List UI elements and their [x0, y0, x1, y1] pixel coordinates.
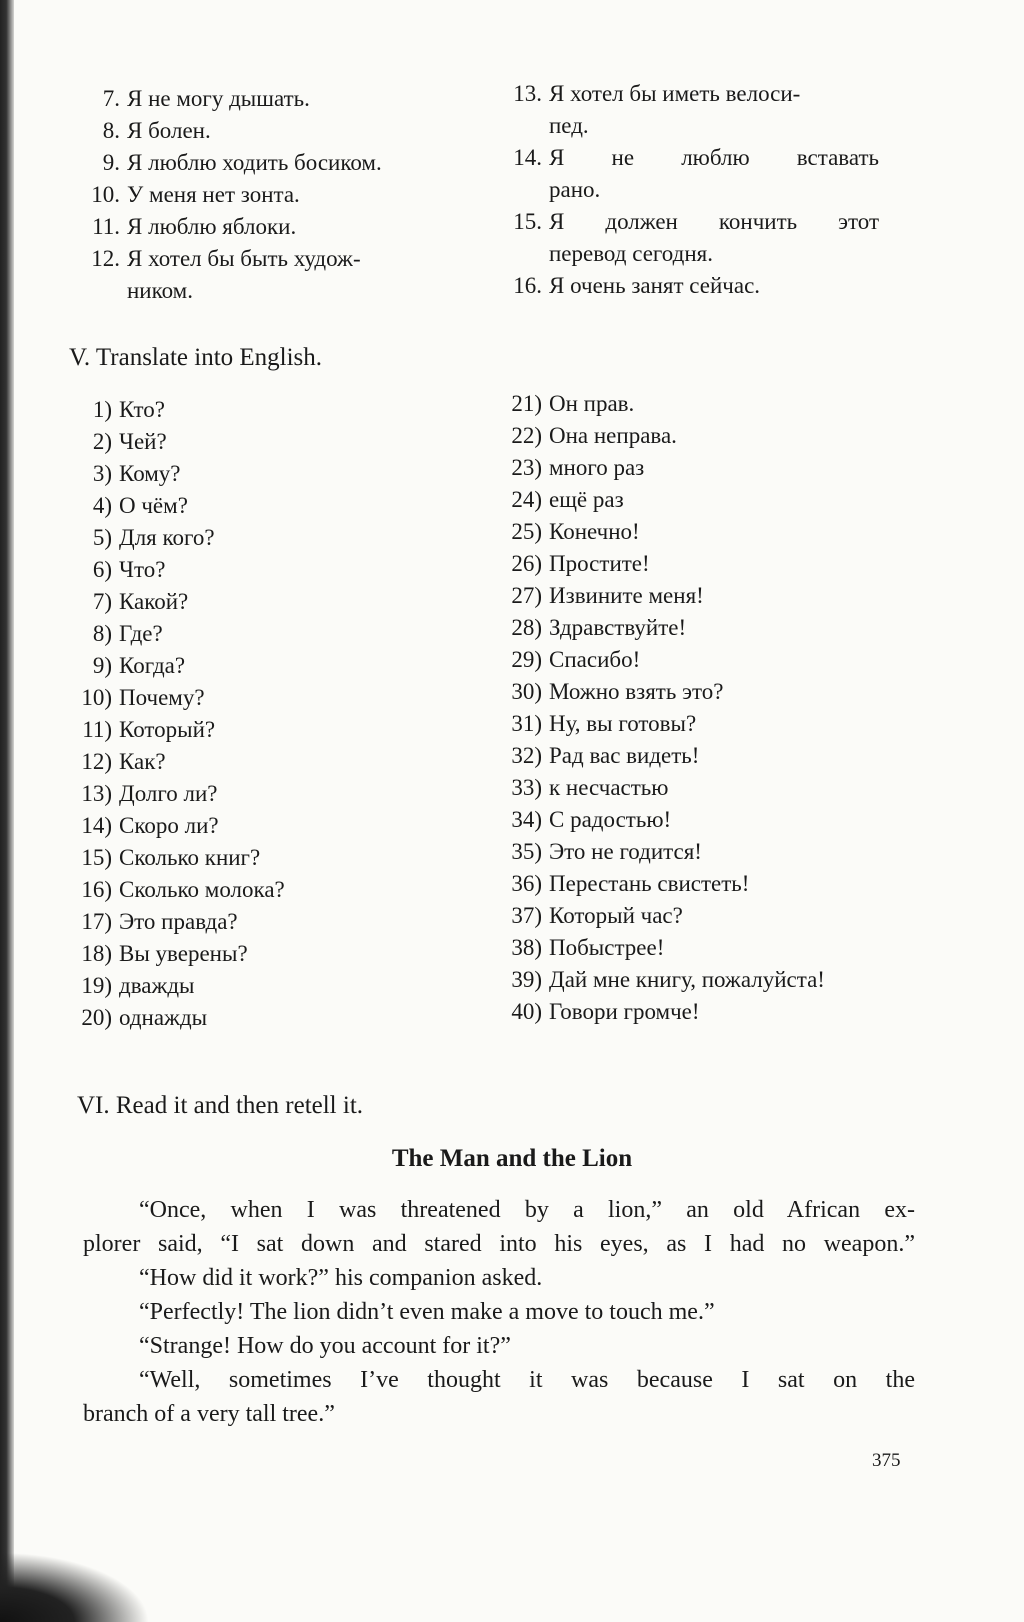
exercise-v-left-column — [56, 394, 456, 1034]
item-number: 14. — [513, 145, 542, 170]
item-number: 16. — [513, 273, 542, 298]
list-item — [486, 964, 946, 996]
item-text: Как? — [119, 749, 166, 774]
list-item — [56, 586, 456, 618]
item-text-continuation: пед. — [549, 113, 589, 138]
list-item — [486, 484, 946, 516]
item-number: 28) — [511, 615, 542, 640]
list-item — [486, 452, 946, 484]
item-text: Ну, вы готовы? — [549, 711, 697, 736]
item-text: Какой? — [119, 589, 189, 614]
item-number: 5) — [92, 525, 112, 550]
list-item — [56, 938, 456, 970]
item-number: 25) — [511, 519, 542, 544]
list-item — [64, 115, 464, 147]
item-text: Который? — [119, 717, 216, 742]
item-number: 13. — [513, 81, 542, 106]
item-number: 4) — [92, 493, 112, 518]
list-item — [486, 516, 946, 548]
item-text: Дай мне книгу, пожалуйста! — [549, 967, 825, 992]
list-item — [64, 83, 464, 115]
list-item — [56, 618, 456, 650]
item-number: 22) — [511, 423, 542, 448]
list-item — [56, 970, 456, 1002]
item-text: Долго ли? — [119, 781, 218, 806]
item-number: 15. — [513, 209, 542, 234]
item-number: 16) — [81, 877, 112, 902]
list-item — [486, 676, 946, 708]
list-item — [56, 906, 456, 938]
list-item — [64, 243, 464, 307]
page-corner-stain — [0, 1552, 150, 1622]
item-text: Извините меня! — [549, 583, 704, 608]
list-item — [56, 682, 456, 714]
item-text: Сколько книг? — [119, 845, 261, 870]
list-item — [64, 179, 464, 211]
item-text: много раз — [549, 455, 645, 480]
item-text: Спасибо! — [549, 647, 641, 672]
item-text: Здравствуйте! — [549, 615, 687, 640]
list-item — [486, 804, 946, 836]
list-item — [486, 836, 946, 868]
story-text — [83, 1193, 915, 1431]
story-paragraph-continuation: branch of a very tall tree.” — [83, 1401, 335, 1427]
list-item — [56, 810, 456, 842]
list-item — [56, 426, 456, 458]
item-number: 21) — [511, 391, 542, 416]
item-number: 11) — [82, 717, 112, 742]
item-number: 23) — [511, 455, 542, 480]
item-text: Конечно! — [549, 519, 640, 544]
story-paragraph: “How did it work?” his companion asked. — [139, 1265, 543, 1291]
item-number: 8) — [92, 621, 112, 646]
section-v-heading: V. Translate into English. — [69, 344, 323, 371]
list-item — [56, 650, 456, 682]
story-paragraph: “Strange! How do you account for it?” — [139, 1333, 511, 1359]
item-number: 19) — [81, 973, 112, 998]
item-number: 7) — [92, 589, 112, 614]
exercise-v-right-column — [486, 388, 946, 1028]
list-item — [486, 548, 946, 580]
item-number: 38) — [511, 935, 542, 960]
item-text: О чём? — [119, 493, 188, 518]
item-number: 26) — [511, 551, 542, 576]
exercise-iv-right-column — [486, 78, 906, 302]
item-text: Она неправа. — [549, 423, 677, 448]
item-number: 1) — [92, 397, 112, 422]
list-item — [486, 772, 946, 804]
item-number: 32) — [511, 743, 542, 768]
list-item — [486, 740, 946, 772]
item-text: дважды — [119, 973, 195, 998]
item-text: Я люблю ходить босиком. — [127, 150, 382, 175]
item-text: У меня нет зонта. — [127, 182, 300, 207]
item-number: 37) — [511, 903, 542, 928]
item-text-continuation: перевод сегодня. — [549, 241, 713, 266]
item-text: Скоро ли? — [119, 813, 219, 838]
item-text: Говори громче! — [549, 999, 700, 1024]
item-number: 7. — [102, 86, 120, 111]
list-item — [486, 420, 946, 452]
item-text: Это правда? — [119, 909, 238, 934]
list-item — [56, 874, 456, 906]
item-number: 34) — [511, 807, 542, 832]
item-text: Я не люблю вставать — [549, 145, 879, 170]
item-text: Это не годится! — [549, 839, 702, 864]
list-item — [486, 868, 946, 900]
item-number: 18) — [81, 941, 112, 966]
page-number: 375 — [872, 1450, 901, 1471]
item-text: Когда? — [119, 653, 186, 678]
exercise-iv-left-column — [64, 83, 464, 307]
list-item — [486, 996, 946, 1028]
item-number: 10) — [81, 685, 112, 710]
item-number: 40) — [511, 999, 542, 1024]
list-item — [56, 490, 456, 522]
list-item — [486, 932, 946, 964]
list-item — [486, 708, 946, 740]
item-text: к несчастью — [549, 775, 669, 800]
item-text: Почему? — [119, 685, 205, 710]
item-number: 10. — [91, 182, 120, 207]
item-text: Для кого? — [119, 525, 215, 550]
item-text: Кто? — [119, 397, 165, 422]
item-number: 12) — [81, 749, 112, 774]
item-number: 17) — [81, 909, 112, 934]
list-item — [486, 206, 906, 270]
story-paragraph: “Well, sometimes I’ve thought it was because I sat on the — [139, 1367, 915, 1393]
item-text: однажды — [119, 1005, 208, 1030]
item-text: С радостью! — [549, 807, 672, 832]
list-item — [56, 746, 456, 778]
list-item — [486, 142, 906, 206]
item-number: 12. — [91, 246, 120, 271]
item-text: Рад вас видеть! — [549, 743, 700, 768]
item-number: 11. — [92, 214, 120, 239]
list-item — [486, 580, 946, 612]
item-number: 39) — [511, 967, 542, 992]
page-binding-shadow — [0, 0, 14, 1622]
item-text: Кому? — [119, 461, 181, 486]
story-paragraph: “Perfectly! The lion didn’t even make a move to touch me.” — [139, 1299, 715, 1325]
item-number: 9) — [92, 653, 112, 678]
item-text: Сколько молока? — [119, 877, 285, 902]
item-text: Я хотел бы быть худож- — [127, 246, 361, 271]
item-number: 33) — [511, 775, 542, 800]
item-text: Я не могу дышать. — [127, 86, 310, 111]
item-number: 31) — [511, 711, 542, 736]
section-vi-heading: VI. Read it and then retell it. — [77, 1092, 364, 1119]
list-item — [56, 522, 456, 554]
list-item — [64, 211, 464, 243]
item-text: Который час? — [549, 903, 683, 928]
list-item — [486, 270, 906, 302]
item-number: 29) — [511, 647, 542, 672]
item-number: 8. — [102, 118, 120, 143]
item-number: 9. — [102, 150, 120, 175]
item-number: 24) — [511, 487, 542, 512]
item-number: 27) — [511, 583, 542, 608]
item-text: Побыстрее! — [549, 935, 665, 960]
item-text: Что? — [119, 557, 166, 582]
item-number: 6) — [92, 557, 112, 582]
list-item — [56, 554, 456, 586]
list-item — [56, 458, 456, 490]
item-text: Я люблю яблоки. — [127, 214, 297, 239]
item-number: 30) — [511, 679, 542, 704]
item-number: 20) — [81, 1005, 112, 1030]
list-item — [486, 388, 946, 420]
item-text: Я очень занят сейчас. — [549, 273, 761, 298]
item-text: ещё раз — [549, 487, 624, 512]
list-item — [56, 842, 456, 874]
list-item — [64, 147, 464, 179]
list-item — [56, 394, 456, 426]
item-text: Где? — [119, 621, 163, 646]
item-text: Чей? — [119, 429, 167, 454]
item-number: 13) — [81, 781, 112, 806]
list-item — [486, 900, 946, 932]
story-title: The Man and the Lion — [391, 1145, 633, 1172]
story-paragraph: “Once, when I was threatened by a lion,” an old African ex- — [139, 1197, 915, 1223]
list-item — [486, 78, 906, 142]
item-number: 2) — [92, 429, 112, 454]
item-text: Перестань свистеть! — [549, 871, 750, 896]
item-text: Вы уверены? — [119, 941, 248, 966]
item-text: Можно взять это? — [549, 679, 724, 704]
item-text-continuation: рано. — [549, 177, 601, 202]
list-item — [56, 1002, 456, 1034]
item-number: 15) — [81, 845, 112, 870]
item-number: 35) — [511, 839, 542, 864]
list-item — [486, 644, 946, 676]
item-number: 3) — [92, 461, 112, 486]
item-text: Я болен. — [127, 118, 211, 143]
item-text: Он прав. — [549, 391, 635, 416]
item-text-continuation: ником. — [127, 278, 193, 303]
item-text: Я должен кончить этот — [549, 209, 879, 234]
item-text: Я хотел бы иметь велоси- — [549, 81, 801, 106]
story-paragraph-continuation: plorer said, “I sat down and stared into his eyes, as I had no weapon.” — [83, 1231, 915, 1257]
list-item — [486, 612, 946, 644]
item-text: Простите! — [549, 551, 650, 576]
list-item — [56, 778, 456, 810]
list-item — [56, 714, 456, 746]
item-number: 14) — [81, 813, 112, 838]
item-number: 36) — [511, 871, 542, 896]
